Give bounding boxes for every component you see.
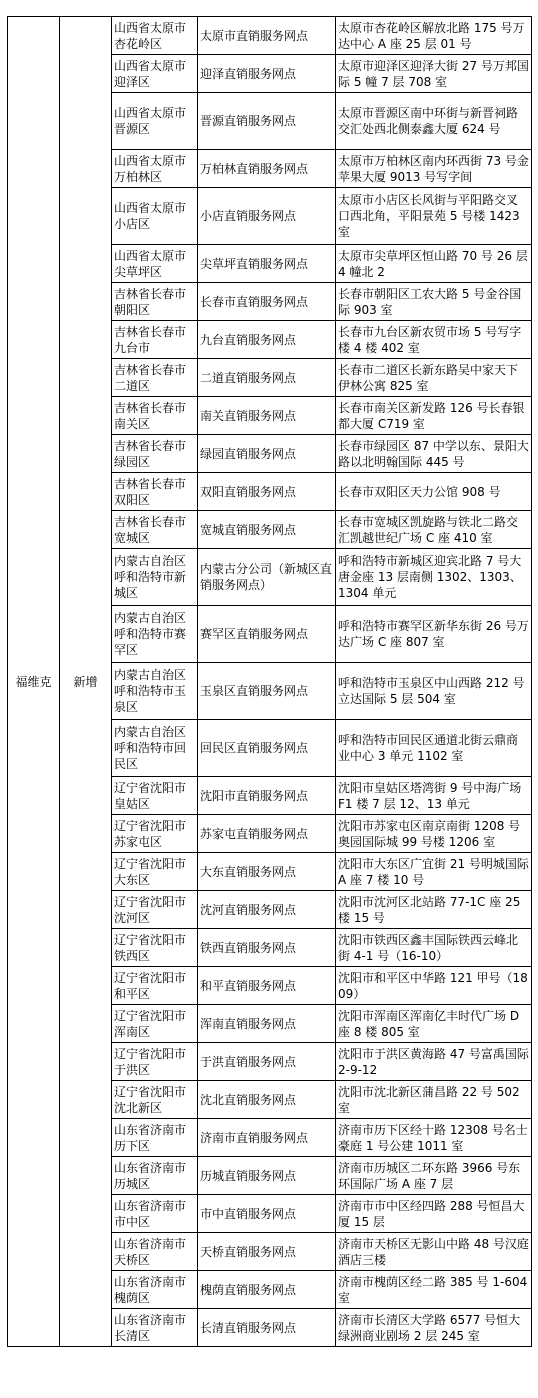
outlet-name-cell: 回民区直销服务网点 [198,720,336,777]
outlet-name-cell: 长春市直销服务网点 [198,283,336,321]
outlet-name-cell: 历城直销服务网点 [198,1157,336,1195]
outlet-name-cell: 小店直销服务网点 [198,188,336,245]
address-cell: 沈阳市于洪区黄海路 47 号富禹国际 2-9-12 [336,1043,532,1081]
address-cell: 太原市杏花岭区解放北路 175 号万达中心 A 座 25 层 01 号 [336,17,532,55]
outlet-name-cell: 市中直销服务网点 [198,1195,336,1233]
address-cell: 沈阳市皇姑区塔湾街 9 号中海广场 F1 楼 7 层 12、13 单元 [336,777,532,815]
region-cell: 辽宁省沈阳市皇姑区 [112,777,198,815]
outlet-table [7,16,532,1347]
address-cell: 济南市槐荫区经二路 385 号 1-604 室 [336,1271,532,1309]
outlet-name-cell: 苏家屯直销服务网点 [198,815,336,853]
status-cell: 新增 [60,17,112,1347]
outlet-name-cell: 绿园直销服务网点 [198,435,336,473]
brand-cell: 福维克 [8,17,60,1347]
address-cell: 呼和浩特市新城区迎宾北路 7 号大唐金座 13 层南侧 1302、1303、1304 单元 [336,549,532,606]
address-cell: 长春市宽城区凯旋路与铁北二路交汇凯越世纪广场 C 座 410 室 [336,511,532,549]
address-cell: 沈阳市浑南区浑南亿丰时代广场 D 座 8 楼 805 室 [336,1005,532,1043]
region-cell: 内蒙古自治区呼和浩特市回民区 [112,720,198,777]
outlet-name-cell: 双阳直销服务网点 [198,473,336,511]
outlet-name-cell: 尖草坪直销服务网点 [198,245,336,283]
outlet-name-cell: 沈河直销服务网点 [198,891,336,929]
outlet-name-cell: 天桥直销服务网点 [198,1233,336,1271]
outlet-name-cell: 太原市直销服务网点 [198,17,336,55]
region-cell: 山西省太原市小店区 [112,188,198,245]
region-cell: 吉林省长春市绿园区 [112,435,198,473]
outlet-name-cell: 晋源直销服务网点 [198,93,336,150]
region-cell: 辽宁省沈阳市沈北新区 [112,1081,198,1119]
outlet-name-cell: 长清直销服务网点 [198,1309,336,1347]
region-cell: 内蒙古自治区呼和浩特市赛罕区 [112,606,198,663]
address-cell: 长春市九台区新农贸市场 5 号写字楼 4 楼 402 室 [336,321,532,359]
outlet-name-cell: 南关直销服务网点 [198,397,336,435]
outlet-name-cell: 沈北直销服务网点 [198,1081,336,1119]
region-cell: 山东省济南市长清区 [112,1309,198,1347]
address-cell: 太原市迎泽区迎泽大街 27 号万邦国际 5 幢 7 层 708 室 [336,55,532,93]
region-cell: 吉林省长春市朝阳区 [112,283,198,321]
region-cell: 山西省太原市迎泽区 [112,55,198,93]
region-cell: 吉林省长春市南关区 [112,397,198,435]
address-cell: 长春市绿园区 87 中学以东、景阳大路以北明翰国际 445 号 [336,435,532,473]
address-cell: 太原市万柏林区南内环西街 73 号金苹果大厦 9013 号写字间 [336,150,532,188]
region-cell: 山西省太原市杏花岭区 [112,17,198,55]
address-cell: 济南市历城区二环东路 3966 号东环国际广场 A 座 7 层 [336,1157,532,1195]
outlet-table-body [8,17,532,1347]
address-cell: 长春市朝阳区工农大路 5 号金谷国际 903 室 [336,283,532,321]
region-cell: 山东省济南市市中区 [112,1195,198,1233]
address-cell: 沈阳市大东区广宜街 21 号明城国际 A 座 7 楼 10 号 [336,853,532,891]
address-cell: 呼和浩特市赛罕区新华东街 26 号万达广场 C 座 807 室 [336,606,532,663]
region-cell: 辽宁省沈阳市于洪区 [112,1043,198,1081]
address-cell: 沈阳市沈北新区蒲昌路 22 号 502 室 [336,1081,532,1119]
table-row [8,17,532,55]
address-cell: 沈阳市和平区中华路 121 甲号（1809） [336,967,532,1005]
region-cell: 内蒙古自治区呼和浩特市新城区 [112,549,198,606]
address-cell: 长春市南关区新发路 126 号长春银都大厦 C719 室 [336,397,532,435]
outlet-name-cell: 内蒙古分公司（新城区直销服务网点） [198,549,336,606]
address-cell: 太原市小店区长风街与平阳路交叉口西北角，平阳景苑 5 号楼 1423 室 [336,188,532,245]
region-cell: 辽宁省沈阳市苏家屯区 [112,815,198,853]
region-cell: 山西省太原市晋源区 [112,93,198,150]
region-cell: 吉林省长春市二道区 [112,359,198,397]
outlet-name-cell: 宽城直销服务网点 [198,511,336,549]
region-cell: 辽宁省沈阳市沈河区 [112,891,198,929]
outlet-name-cell: 沈阳市直销服务网点 [198,777,336,815]
address-cell: 济南市长清区大学路 6577 号恒大绿洲商业剧场 2 层 245 室 [336,1309,532,1347]
outlet-name-cell: 二道直销服务网点 [198,359,336,397]
region-cell: 内蒙古自治区呼和浩特市玉泉区 [112,663,198,720]
region-cell: 辽宁省沈阳市铁西区 [112,929,198,967]
address-cell: 呼和浩特市回民区通道北街云鼎商业中心 3 单元 1102 室 [336,720,532,777]
region-cell: 吉林省长春市九台市 [112,321,198,359]
outlet-name-cell: 济南市直销服务网点 [198,1119,336,1157]
region-cell: 山东省济南市槐荫区 [112,1271,198,1309]
address-cell: 沈阳市沈河区北站路 77-1C 座 25 楼 15 号 [336,891,532,929]
address-cell: 呼和浩特市玉泉区中山西路 212 号立达国际 5 层 504 室 [336,663,532,720]
region-cell: 辽宁省沈阳市浑南区 [112,1005,198,1043]
address-cell: 济南市历下区经十路 12308 号名士豪庭 1 号公建 1011 室 [336,1119,532,1157]
address-cell: 济南市天桥区无影山中路 48 号汉庭酒店三楼 [336,1233,532,1271]
outlet-name-cell: 浑南直销服务网点 [198,1005,336,1043]
outlet-name-cell: 于洪直销服务网点 [198,1043,336,1081]
address-cell: 济南市市中区经四路 288 号恒昌大厦 15 层 [336,1195,532,1233]
address-cell: 太原市晋源区南中环街与新晋祠路交汇处西北侧泰鑫大厦 624 号 [336,93,532,150]
outlet-name-cell: 赛罕区直销服务网点 [198,606,336,663]
outlet-name-cell: 万柏林直销服务网点 [198,150,336,188]
outlet-name-cell: 大东直销服务网点 [198,853,336,891]
address-cell: 长春市双阳区天力公馆 908 号 [336,473,532,511]
region-cell: 吉林省长春市双阳区 [112,473,198,511]
address-cell: 沈阳市苏家屯区南京南街 1208 号奥园国际城 99 号楼 1206 室 [336,815,532,853]
outlet-name-cell: 玉泉区直销服务网点 [198,663,336,720]
region-cell: 辽宁省沈阳市大东区 [112,853,198,891]
address-cell: 太原市尖草坪区恒山路 70 号 26 层 4 幢北 2 [336,245,532,283]
address-cell: 沈阳市铁西区鑫丰国际铁西云峰北街 4-1 号（16-10） [336,929,532,967]
outlet-name-cell: 九台直销服务网点 [198,321,336,359]
outlet-name-cell: 铁西直销服务网点 [198,929,336,967]
region-cell: 辽宁省沈阳市和平区 [112,967,198,1005]
outlet-name-cell: 迎泽直销服务网点 [198,55,336,93]
region-cell: 山西省太原市万柏林区 [112,150,198,188]
region-cell: 山东省济南市天桥区 [112,1233,198,1271]
region-cell: 山西省太原市尖草坪区 [112,245,198,283]
region-cell: 吉林省长春市宽城区 [112,511,198,549]
address-cell: 长春市二道区长新东路吴中家天下伊林公寓 825 室 [336,359,532,397]
region-cell: 山东省济南市历下区 [112,1119,198,1157]
region-cell: 山东省济南市历城区 [112,1157,198,1195]
outlet-name-cell: 槐荫直销服务网点 [198,1271,336,1309]
outlet-name-cell: 和平直销服务网点 [198,967,336,1005]
